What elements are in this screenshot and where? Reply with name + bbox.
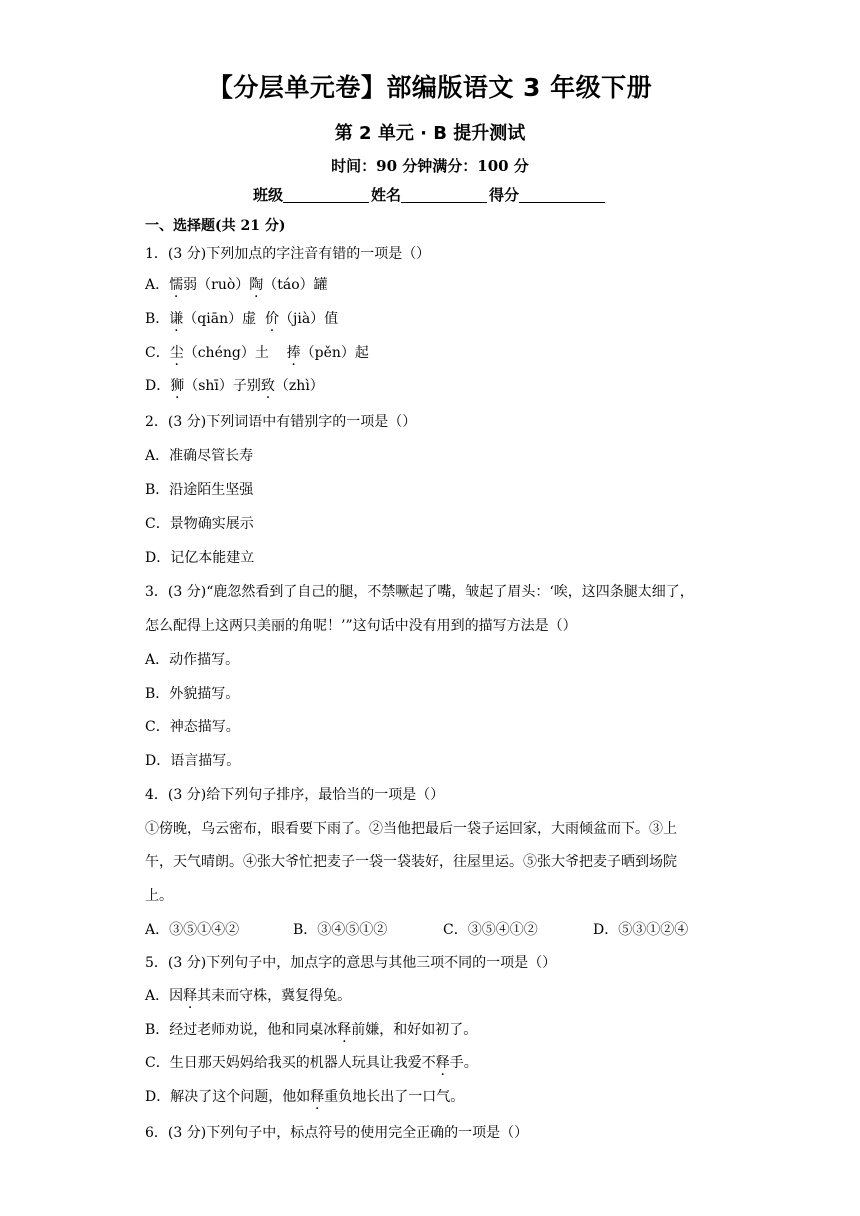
question-4-option-d: D．⑤③①②④ [593,922,689,938]
question-4-passage-line2: 午，天气晴朗。④张大爷忙把麦子一袋一袋装好，往屋里运。⑤张大爷把麦子晒到场院 [145,854,677,870]
question-2-option-a: A．准确尽管长寿 [145,448,254,464]
question-3-option-d: D．语言描写。 [145,753,241,769]
question-4-passage-line1: ①傍晚，乌云密布，眼看要下雨了。②当他把最后一袋子运回家，大雨倾盆而下。③上 [145,821,677,837]
option-text: （chéng）土 [183,345,287,361]
question-3-stem-line1: 3．(3 分)“鹿忽然看到了自己的腿，不禁噘起了嘴，皱起了眉头：‘唉，这四条腿太细了， [145,584,694,600]
option-text: 其耒而守株，冀复得兔。 [197,988,352,1004]
question-5-option-c [145,1052,478,1072]
dotted-char: 释 [310,1089,325,1105]
option-text: A．因 [145,988,184,1004]
option-text: （qiān）虚 [183,311,265,327]
option-text: 重负地长出了一口气。 [324,1089,465,1105]
question-5-option-a [145,985,351,1005]
dotted-char: 致 [260,378,275,394]
class-blank [283,186,369,203]
question-5-stem: 5．(3 分)下列句子中，加点字的意思与其他三项不同的一项是（） [145,955,557,971]
question-2-stem: 2．(3 分)下列词语中有错别字的一项是（） [145,414,417,430]
question-2-option-b: B．沿途陌生坚强 [145,482,254,498]
question-1-stem: 1．(3 分)下列加点的字注音有错的一项是（） [145,246,431,262]
option-text: （zhì） [274,378,324,394]
option-text: （táo）罐 [263,277,328,293]
question-4-option-b: B．③④⑤①② [293,922,388,938]
dotted-char: 狮 [170,378,185,394]
question-6-stem: 6．(3 分)下列句子中，标点符号的使用完全正确的一项是（） [145,1125,529,1141]
dotted-char: 释 [183,988,198,1004]
dotted-char: 懦 [169,277,184,293]
time-info: 时间：90 分钟满分：100 分 [331,157,529,175]
option-text: 弱（ruò） [183,277,250,293]
question-2-option-c: C．景物确实展示 [145,516,254,532]
question-4-stem: 4．(3 分)给下列句子排序，最恰当的一项是（） [145,787,445,803]
name-blank [401,186,487,203]
option-text: （shī）子别 [184,378,261,394]
student-info-line [0,184,860,205]
score-label: 得分 [489,186,520,204]
question-3-option-c: C．神态描写。 [145,719,240,735]
dotted-char: 捧 [286,345,301,361]
question-4-option-c: C．③⑤④①② [443,922,538,938]
question-5-option-b [145,1019,477,1039]
name-label: 姓名 [370,186,401,204]
score-blank [519,186,605,203]
unit-subtitle: 第 2 单元 · B 提升测试 [334,123,526,144]
question-2-option-d: D．记亿本能建立 [145,550,255,566]
option-text: C．生日那天妈妈给我买的机器人玩具让我爱不 [145,1055,436,1071]
dotted-char: 陶 [249,277,264,293]
question-4-passage-line3: 上。 [145,888,173,904]
option-text: B．经过老师劝说，他和同桌冰 [145,1022,338,1038]
question-1-option-a [145,274,328,294]
dotted-char: 尘 [169,345,184,361]
option-prefix: D． [145,378,171,394]
dotted-char: 释 [337,1022,352,1038]
dotted-char: 谦 [169,311,184,327]
option-text: 前嫌，和好如初了。 [351,1022,478,1038]
question-3-option-a: A．动作描写。 [145,652,240,668]
class-label: 班级 [252,186,283,204]
page-title: 【分层单元卷】部编版语文 3 年级下册 [207,73,653,102]
option-prefix: C． [145,345,170,361]
question-1-option-b [145,308,338,328]
option-text: （pěn）起 [300,345,369,361]
option-prefix: A． [145,277,170,293]
question-3-stem-line2: 怎么配得上这两只美丽的角呢！’”这句话中没有用到的描写方法是（） [145,618,577,634]
question-3-option-b: B．外貌描写。 [145,686,240,702]
option-prefix: B． [145,311,170,327]
section-title: 一、选择题(共 21 分) [145,218,286,234]
option-text: D．解决了这个问题，他如 [145,1089,311,1105]
question-1-option-d [145,375,324,395]
question-5-option-d [145,1086,464,1106]
question-1-option-c [145,342,369,362]
option-text: （jià）值 [279,311,339,327]
question-4-option-a: A．③⑤①④② [145,922,240,938]
question-4-options [145,919,688,939]
dotted-char: 价 [265,311,279,327]
option-text: 手。 [449,1055,478,1071]
dotted-char: 释 [435,1055,450,1071]
